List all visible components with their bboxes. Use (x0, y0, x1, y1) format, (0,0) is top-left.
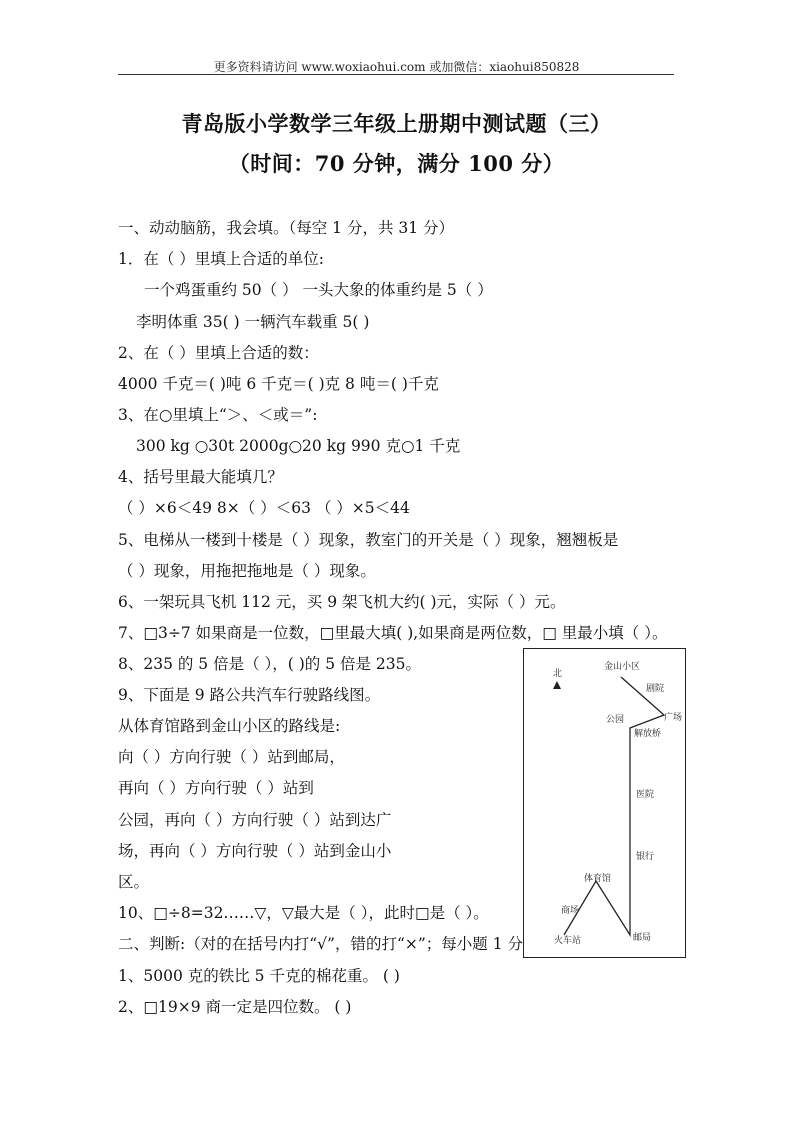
stop-jinshan: 金山小区 (604, 662, 641, 672)
route-map-drawing (524, 649, 687, 959)
q9-line-f: 区。 (118, 873, 150, 891)
q2-prompt: 2、在（ ）里填上合适的数： (118, 344, 319, 362)
q1-line-a: 一个鸡蛋重约 50（ ） 一头大象的体重约是 5（ ） (144, 281, 493, 299)
q9-line-c: 再向（ ）方向行驶（ ）站到 (118, 779, 314, 797)
q9-line-a: 从体育馆路到金山小区的路线是: (118, 717, 341, 735)
header-note: 更多资料请访问 www.woxiaohui.com 或加微信：xiaohui850828 (213, 60, 580, 74)
judge-q1: 1、5000 克的铁比 5 千克的棉花重。 ( ) (118, 967, 400, 985)
q4-prompt: 4、括号里最大能填几？ (118, 468, 283, 486)
north-label: 北 (553, 669, 563, 679)
header-rule (118, 74, 674, 75)
q10-line: 10、□÷8=32……▽，▽最大是（ ），此时□是（ ）。 (118, 904, 489, 922)
stop-shangchang: 商场 (561, 906, 580, 916)
stop-guangchang: 广场 (664, 713, 683, 723)
page-subtitle: （时间：70 分钟，满分 100 分） (228, 151, 565, 176)
q3-line: 300 kg ○30t 2000g○20 kg 990 克○1 千克 (136, 437, 461, 455)
stop-jiefangqiao: 解放桥 (634, 729, 662, 739)
stop-gongyuan: 公园 (606, 715, 625, 725)
q3-prompt: 3、在○里填上“＞、＜或＝”: (118, 406, 318, 424)
stop-youju: 邮局 (633, 933, 652, 943)
q6-line: 6、一架玩具飞机 112 元，买 9 架飞机大约( )元，实际（ ）元。 (118, 593, 566, 611)
section-2-heading: 二、判断:（对的在括号内打“√”，错的打“×”；每小题 1 分 (118, 935, 523, 953)
north-arrow-icon (553, 681, 561, 689)
stop-juyuan: 剧院 (646, 684, 665, 694)
q8-line: 8、235 的 5 倍是（ ），( )的 5 倍是 235。 (118, 655, 422, 673)
stop-tiyuguan: 体育馆 (584, 874, 612, 884)
q5-line-a: 5、电梯从一楼到十楼是（ ）现象，教室门的开关是（ ）现象，翘翘板是 (118, 531, 619, 549)
q2-line: 4000 千克＝( )吨 6 千克＝( )克 8 吨＝( )千克 (118, 375, 439, 393)
q4-line: （ ）×6＜49 8×（ ）＜63 （ ）×5＜44 (118, 499, 410, 517)
stop-yiyuan: 医院 (636, 790, 655, 800)
bus-route-map (523, 648, 686, 958)
q7-line: 7、□3÷7 如果商是一位数，□里最大填( ),如果商是两位数，□ 里最小填（ ）。 (118, 624, 668, 642)
q9-line-e: 场，再向（ ）方向行驶（ ）站到金山小 (118, 842, 392, 860)
stop-yinhang: 银行 (636, 852, 655, 862)
q5-line-b: （ ）现象，用拖把拖地是（ ）现象。 (118, 562, 376, 580)
q9-line-d: 公园，再向（ ）方向行驶（ ）站到达广 (118, 811, 392, 829)
q1-prompt: 1．在（ ）里填上合适的单位: (118, 250, 325, 268)
section-1-heading: 一、动动脑筋，我会填。（每空 1 分，共 31 分） (118, 219, 455, 237)
stop-huochezhan: 火车站 (554, 936, 582, 946)
page-title: 青岛版小学数学三年级上册期中测试题（三） (181, 111, 612, 136)
judge-q2: 2、□19×9 商一定是四位数。 ( ) (118, 998, 352, 1016)
q9-line-b: 向（ ）方向行驶（ ）站到邮局， (118, 748, 345, 766)
q9-prompt: 9、下面是 9 路公共汽车行驶路线图。 (118, 686, 381, 704)
q1-line-b: 李明体重 35( ) 一辆汽车载重 5( ) (136, 313, 370, 331)
